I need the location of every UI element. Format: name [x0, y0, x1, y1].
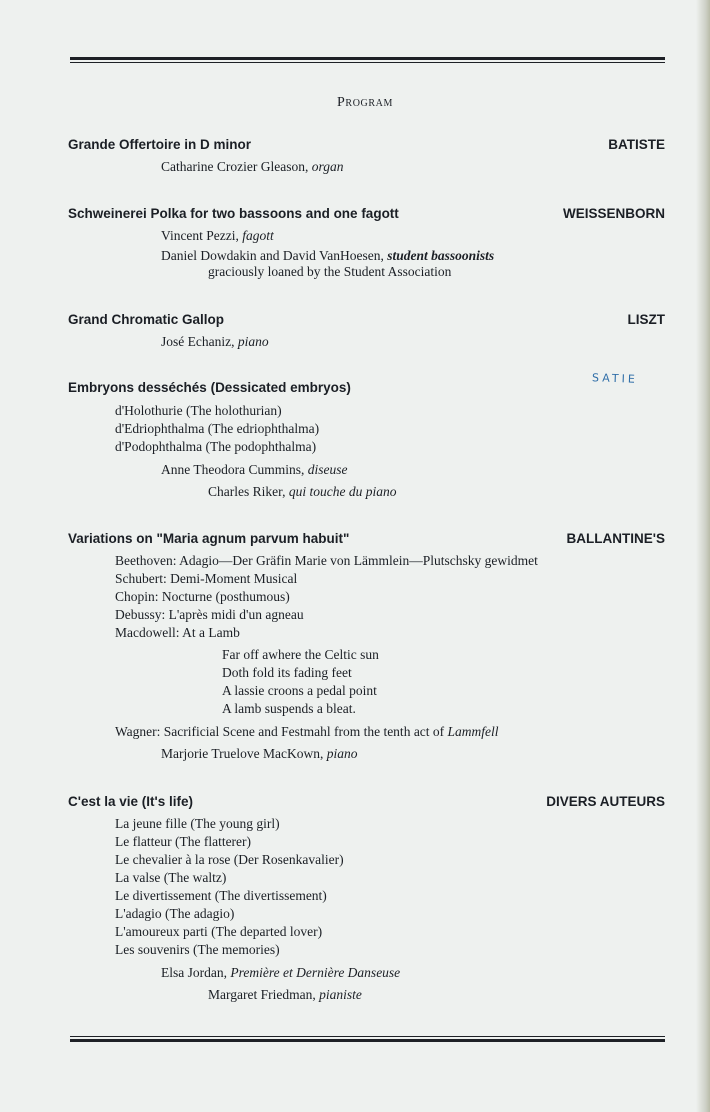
- performer: José Echaniz, piano: [161, 334, 269, 349]
- performer-note: graciously loaned by the Student Association: [208, 264, 452, 279]
- movement: d'Holothurie (The holothurian): [115, 403, 282, 418]
- movement: Beethoven: Adagio—Der Gräfin Marie von Lämmlein—Plutschsky gewidmet: [115, 553, 538, 568]
- handwritten-annotation: SATIE: [591, 371, 638, 386]
- verse-line: A lamb suspends a bleat.: [222, 701, 356, 716]
- bottom-rule: [70, 1036, 665, 1042]
- movement: Le chevalier à la rose (Der Rosenkavalier): [115, 852, 344, 867]
- movement: Les souvenirs (The memories): [115, 942, 280, 957]
- performer: Vincent Pezzi, fagott: [161, 228, 274, 243]
- performer: Daniel Dowdakin and David VanHoesen, student bassoonists: [161, 248, 495, 263]
- performer: Charles Riker, qui touche du piano: [208, 484, 397, 499]
- movement: La valse (The waltz): [115, 870, 227, 885]
- composer: WEISSENBORN: [562, 206, 665, 221]
- piece-title: Grand Chromatic Gallop: [68, 312, 225, 327]
- piece-title: C'est la vie (It's life): [68, 794, 193, 809]
- performer: Anne Theodora Cummins, diseuse: [161, 462, 348, 477]
- movement: Le flatteur (The flatterer): [115, 834, 252, 849]
- performer: Elsa Jordan, Première et Dernière Danseuse: [161, 965, 401, 980]
- movement: L'amoureux parti (The departed lover): [115, 924, 323, 939]
- verse-line: Far off awhere the Celtic sun: [222, 647, 379, 662]
- movement: Debussy: L'après midi d'un agneau: [115, 607, 304, 622]
- movement: Le divertissement (The divertissement): [115, 888, 327, 903]
- piece-title: Schweinerei Polka for two bassoons and one fagott: [68, 206, 399, 221]
- composer: DIVERS AUTEURS: [546, 794, 665, 809]
- movement: Chopin: Nocturne (posthumous): [115, 589, 290, 604]
- composer: BALLANTINE'S: [566, 531, 665, 546]
- composer: LISZT: [627, 312, 665, 327]
- movement: Wagner: Sacrificial Scene and Festmahl from the tenth act of Lammfell: [115, 724, 499, 739]
- verse-line: Doth fold its fading feet: [222, 665, 352, 680]
- performer: Marjorie Truelove MacKown, piano: [161, 746, 358, 761]
- piece-title: Grande Offertoire in D minor: [68, 137, 252, 152]
- movement: Schubert: Demi-Moment Musical: [115, 571, 298, 586]
- movement: d'Podophthalma (The podophthalma): [115, 439, 317, 454]
- movement: d'Edriophthalma (The edriophthalma): [115, 421, 320, 436]
- movement: La jeune fille (The young girl): [115, 816, 280, 831]
- page-edge-shadow: [696, 0, 710, 1112]
- movement: Macdowell: At a Lamb: [115, 625, 240, 640]
- top-rule: [70, 57, 665, 63]
- page-title: Program: [337, 95, 393, 110]
- performer: Margaret Friedman, pianiste: [208, 987, 362, 1002]
- piece-title: Variations on "Maria agnum parvum habuit": [68, 531, 350, 546]
- performer: Catharine Crozier Gleason, organ: [161, 159, 344, 174]
- movement: L'adagio (The adagio): [115, 906, 235, 921]
- composer: BATISTE: [608, 137, 665, 152]
- piece-title: Embryons desséchés (Dessicated embryos): [68, 380, 351, 395]
- verse-line: A lassie croons a pedal point: [222, 683, 377, 698]
